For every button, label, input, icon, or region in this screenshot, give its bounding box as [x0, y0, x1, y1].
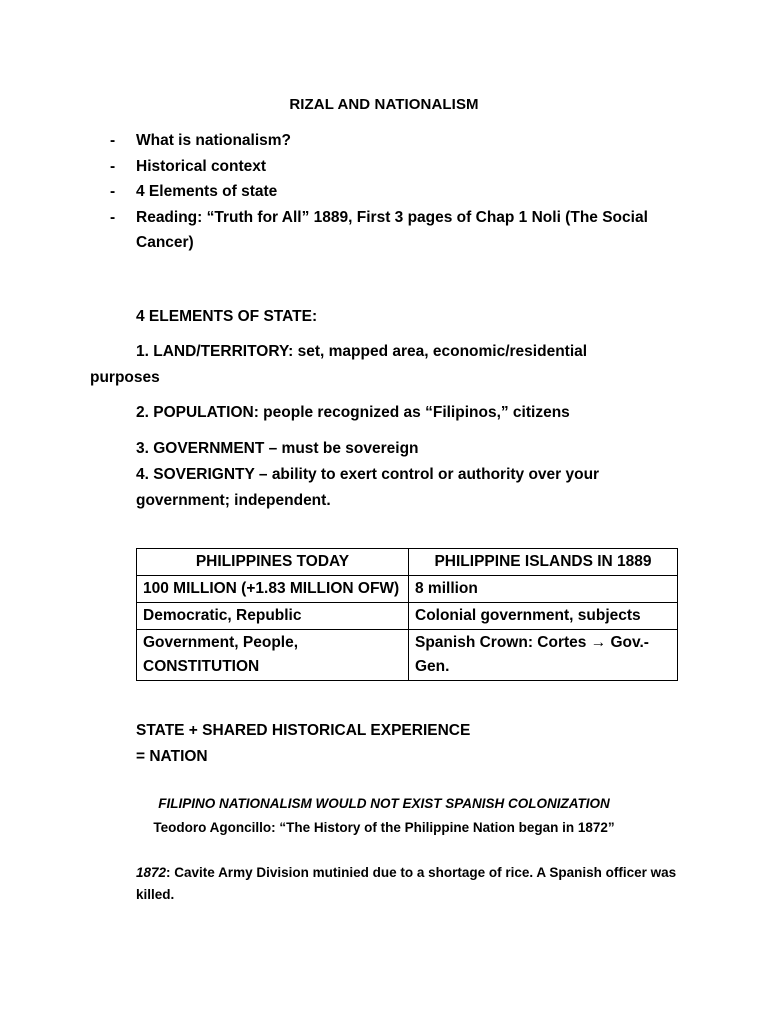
agenda-item: - 4 Elements of state [110, 179, 690, 205]
agenda-item: - What is nationalism? [110, 128, 690, 154]
table-row [137, 576, 678, 603]
page-title: RIZAL AND NATIONALISM [289, 96, 479, 113]
agenda-list [110, 128, 690, 256]
elements-heading: 4 ELEMENTS OF STATE: [136, 308, 318, 325]
agenda-item: - Historical context [110, 154, 690, 180]
dash-bullet: - [110, 157, 116, 175]
comparison-table [136, 548, 678, 681]
dash-bullet: - [110, 183, 116, 200]
dash-bullet: - [110, 132, 116, 149]
element-land [90, 339, 696, 391]
nation-equation [136, 718, 470, 770]
table-row [137, 630, 678, 681]
table-cell: Government, People, CONSTITUTION [137, 630, 409, 681]
dash-bullet: - [110, 208, 116, 226]
table-cell: Democratic, Republic [137, 603, 409, 630]
event-year: 1872 [136, 865, 167, 880]
table-header: PHILIPPINE ISLANDS IN 1889 [409, 549, 678, 576]
right-arrow-icon: → [590, 634, 607, 651]
element-land-label: 1. LAND/TERRITORY: set, mapped area, economic/residential [136, 343, 588, 360]
agenda-item: - Reading: “Truth for All” 1889, First 3 pages of Chap 1 Noli (The Social Cancer) [110, 205, 690, 256]
element-population: 2. POPULATION: people recognized as “Filipinos,” citizens [136, 404, 570, 421]
agoncillo-quote: Teodoro Agoncillo: “The History of the Philippine Nation began in 1872” [153, 820, 615, 835]
table-cell: Colonial government, subjects [409, 603, 678, 630]
nationalism-statement: FILIPINO NATIONALISM WOULD NOT EXIST SPANISH COLONIZATION [158, 796, 610, 811]
table-cell: 8 million [409, 576, 678, 603]
table-cell: Spanish Crown: Cortes → Gov.-Gen. [409, 630, 678, 681]
event-text: : Cavite Army Division mutinied due to a shortage of rice. A Spanish officer was killed. [136, 865, 677, 902]
event-1872 [136, 862, 696, 906]
element-government: 3. GOVERNMENT – must be sovereign [136, 440, 419, 457]
equation-line: = NATION [136, 748, 208, 765]
table-header: PHILIPPINES TODAY [137, 549, 409, 576]
table-cell: 100 MILLION (+1.83 MILLION OFW) [137, 576, 409, 603]
table-row [137, 603, 678, 630]
equation-line: STATE + SHARED HISTORICAL EXPERIENCE [136, 722, 471, 739]
table-header-row [137, 549, 678, 576]
element-land-continuation: purposes [90, 369, 160, 386]
element-sovereignty: 4. SOVERIGNTY – ability to exert control or authority over your government; independent. [136, 466, 600, 509]
